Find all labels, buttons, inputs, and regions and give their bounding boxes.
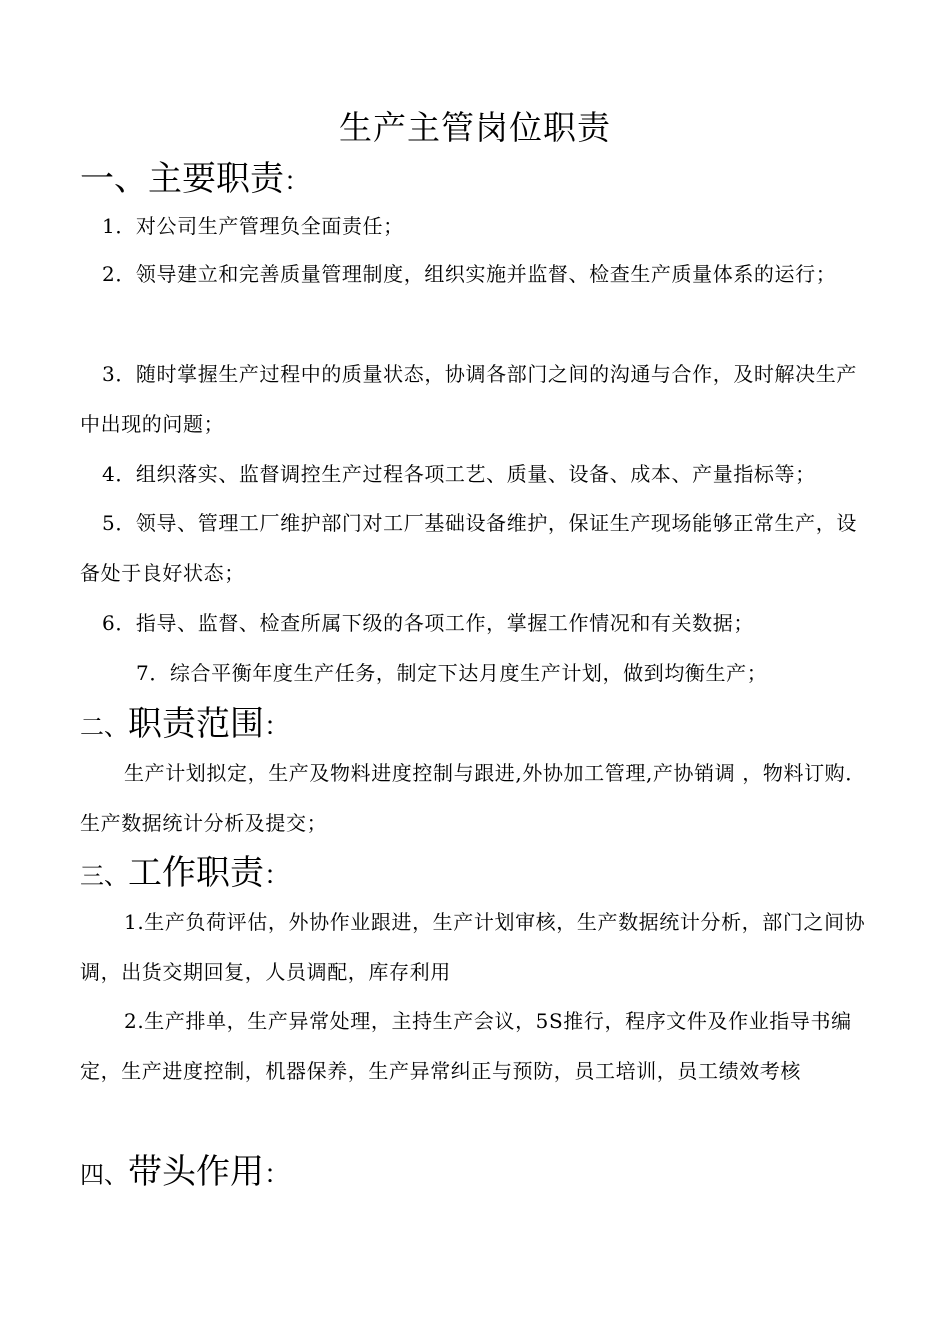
- document-title: 生产主管岗位职责: [339, 108, 611, 147]
- section-title: 工作职责: [128, 853, 264, 893]
- section-colon: ：: [264, 712, 291, 742]
- section-title: 带头作用: [128, 1152, 264, 1192]
- section-number: 四、: [80, 1161, 128, 1189]
- work-duty-item: 1.生产负荷评估，外协作业跟进，生产计划审核，生产数据统计分析，部门之间协调，出货交期回复，人员调配，库存利用: [80, 910, 866, 984]
- section-heading-scope: [80, 702, 290, 752]
- duty-item: 1．对公司生产管理负全面责任；: [102, 214, 404, 238]
- section-heading-main-duties: [80, 157, 310, 207]
- duty-item: 4．组织落实、监督调控生产过程各项工艺、质量、设备、成本、产量指标等；: [102, 462, 816, 486]
- duty-item: 6．指导、监督、检查所属下级的各项工作，掌握工作情况和有关数据；: [102, 611, 754, 635]
- work-duty-item: 2.生产排单，生产异常处理，主持生产会议，5S推行，程序文件及作业指导书编定，生产进度控制，机器保养，生产异常纠正与预防，员工培训，员工绩效考核: [80, 1009, 852, 1083]
- section-heading-work-duties: [80, 851, 290, 901]
- section-title: 主要职责: [148, 159, 284, 199]
- section-number: 二、: [80, 713, 128, 741]
- section-number: 三、: [80, 862, 128, 890]
- section-colon: ：: [284, 167, 311, 197]
- section-title: 职责范围: [128, 704, 264, 744]
- section-colon: ：: [264, 861, 291, 891]
- section-colon: ：: [264, 1160, 291, 1190]
- duty-item: 2．领导建立和完善质量管理制度，组织实施并监督、检查生产质量体系的运行；: [102, 262, 837, 286]
- scope-paragraph: 生产计划拟定，生产及物料进度控制与跟进,外协加工管理,产协销调 ，物料订购．生产数据统计分析及提交；: [80, 761, 866, 835]
- section-heading-leading-role: [80, 1150, 290, 1200]
- section-number: 一、: [80, 159, 148, 199]
- duty-item: 3．随时掌握生产过程中的质量状态，协调各部门之间的沟通与合作，及时解决生产中出现的问题；: [80, 362, 857, 436]
- duty-item: 7．综合平衡年度生产任务，制定下达月度生产计划，做到均衡生产；: [136, 661, 768, 685]
- duty-item: 5．领导、管理工厂维护部门对工厂基础设备维护，保证生产现场能够正常生产，设备处于良好状态；: [80, 511, 857, 585]
